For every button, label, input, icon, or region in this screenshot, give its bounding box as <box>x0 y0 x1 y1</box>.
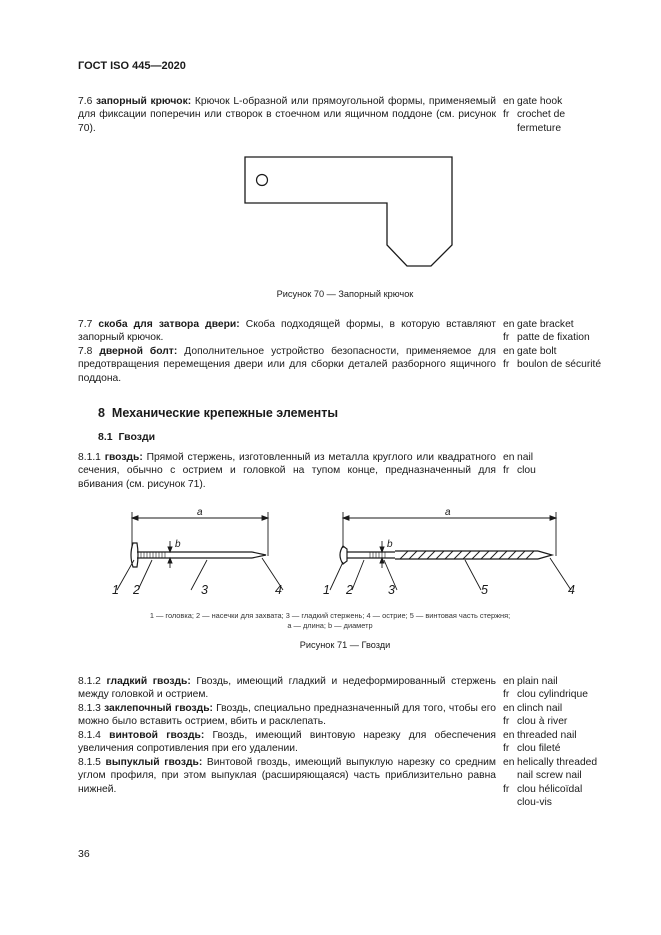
translations-7-8: en gate bolt fr boulon de sécurité <box>503 346 602 371</box>
callout-label: 2 <box>346 583 353 597</box>
dim-b-left: b <box>175 539 181 550</box>
term-8-1-1: 8.1.1 гвоздь: Прямой стержень, изготовленный из металла круглого или квадратного сечения, обычно с острием и головкой на тупом конце, предназначенный для вбивания (см. рисунок 71). <box>78 452 496 490</box>
translations-7-6: en gate hook fr crochet de fermeture <box>503 96 566 134</box>
term-name: дверной болт: <box>99 346 178 357</box>
figure-71-legend-line-1: 1 — головка; 2 — насечки для захвата; 3 — гладкий стержень; 4 — острие; 5 — винтовая часть стержня; <box>149 611 511 620</box>
translations-8-1-4: en threaded nail fr clou fileté <box>503 730 577 755</box>
callout-label: 4 <box>275 583 282 597</box>
term-8-1-3: 8.1.3 заклепочный гвоздь: Гвоздь, специально предназначенный для того, чтобы его можно было вставить острием, вбить и расклепать. <box>78 703 496 728</box>
translations-8-1-3: en clinch nail fr clou à river <box>503 703 568 728</box>
term-name: скоба для затвора двери: <box>98 319 240 330</box>
translations-7-7: en gate bracket fr patte de fixation <box>503 319 590 344</box>
translations-8-1-2: en plain nail fr clou cylindrique <box>503 676 588 701</box>
dim-a-left: a <box>197 507 203 518</box>
term-name: заклепочный гвоздь: <box>104 703 213 714</box>
term-number: 7.6 <box>78 96 93 107</box>
term-name: запорный крючок: <box>95 96 192 107</box>
translations-8-1-1: en nail fr clou <box>503 452 536 477</box>
term-name: гладкий гвоздь: <box>106 676 191 687</box>
figure-71-legend-line-2: a — длина; b — диаметр <box>287 621 373 630</box>
callout-label: 3 <box>201 583 208 597</box>
term-7-7: 7.7 скоба для затвора двери: Скоба подходящей формы, в которую вставляют запорный крючок. <box>78 319 496 344</box>
callout-label: 1 <box>112 583 119 597</box>
callout-label: 3 <box>388 583 395 597</box>
term-name: винтовой гвоздь: <box>109 730 205 741</box>
translations-8-1-5: en helically threaded nail screw nail fr clou hélicoïdal clou-vis <box>503 757 598 809</box>
term-8-1-5: 8.1.5 выпуклый гвоздь: Винтовой гвоздь, имеющий выпуклую нарезку со средним углом профиля, при этом выпуклая (расширяющаяся) часть приблизительно равна нижней. <box>78 757 496 795</box>
term-definition: Крючок L-образной или прямоугольной формы, применяемый для фиксации поперечин или створок в стоечном или ящичном поддоне (см. рисунок 70). <box>78 96 496 134</box>
subsection-8-1-heading: 8.1 Гвозди <box>98 431 156 443</box>
term-8-1-2: 8.1.2 гладкий гвоздь: Гвоздь, имеющий гладкий и недеформированный стержень между головкой и острием. <box>78 676 496 701</box>
term-7-8: 7.8 дверной болт: Дополнительное устройство безопасности, применяемое для предотвращения перемещения двери или для сборки деталей разборного ящичного поддона. <box>78 346 496 384</box>
standard-header: ГОСТ ISO 445—2020 <box>78 60 186 72</box>
dim-a-right: a <box>445 507 451 518</box>
figure-70-caption: Рисунок 70 — Запорный крючок <box>276 289 414 299</box>
term-8-1-4: 8.1.4 винтовой гвоздь: Гвоздь, имеющий винтовую нарезку для обеспечения увеличения сопротивления при его удалении. <box>78 730 496 755</box>
term-name: гвоздь: <box>104 452 143 463</box>
figure-71-caption: Рисунок 71 — Гвозди <box>299 640 391 650</box>
callout-label: 4 <box>568 583 575 597</box>
dim-b-right: b <box>387 539 393 550</box>
term-name: выпуклый гвоздь: <box>105 757 203 768</box>
callout-label: 1 <box>323 583 330 597</box>
section-8-heading: 8 Механические крепежные элементы <box>98 406 338 420</box>
page-number: 36 <box>78 848 90 860</box>
callout-label: 2 <box>133 583 140 597</box>
callout-label: 5 <box>481 583 488 597</box>
